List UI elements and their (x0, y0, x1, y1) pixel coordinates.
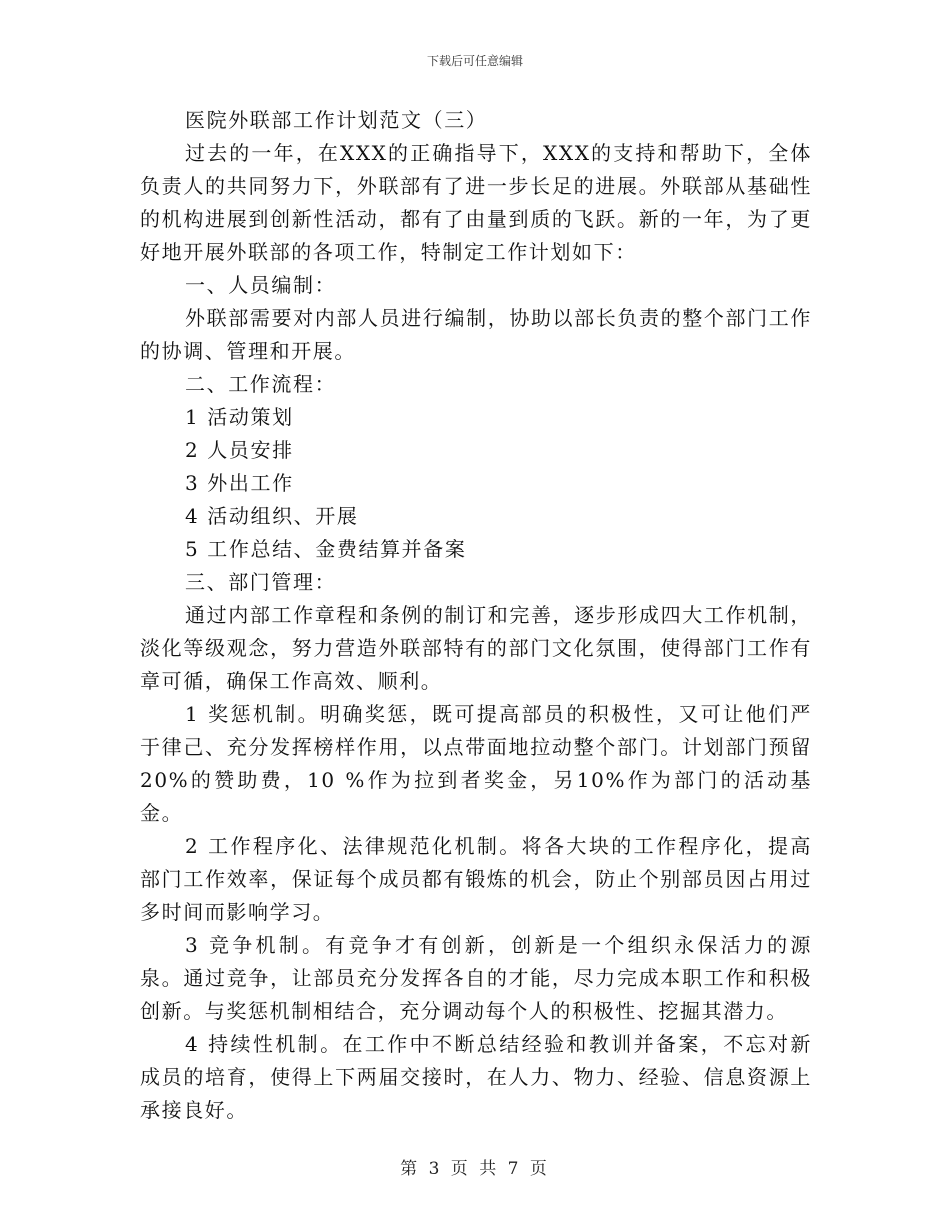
workflow-step-1: 1 活动策划 (185, 405, 294, 429)
paragraph-mechanism-reward: 1 奖惩机制。明确奖惩，既可提高部员的积极性，又可让他们严于律己、充分发挥榜样作用，以点带面地拉动整个部门。计划部门预留20%的赞助费，10 %作为拉到者奖金，另10%作为部门的活动基金。 (140, 702, 812, 825)
paragraph-mechanism-procedure: 2 工作程序化、法律规范化机制。将各大块的工作程序化，提高部门工作效率，保证每个成员都有锻炼的机会，防止个别部员因占用过多时间而影响学习。 (140, 834, 812, 924)
workflow-step-4: 4 活动组织、开展 (185, 504, 359, 528)
workflow-step-3: 3 外出工作 (185, 471, 294, 495)
section-heading-workflow: 二、工作流程： (185, 372, 337, 396)
paragraph-intro: 过去的一年，在XXX的正确指导下，XXX的支持和帮助下，全体负责人的共同努力下，外联部有了进一步长足的进展。外联部从基础性的机构进展到创新性活动，都有了由量到质的飞跃。新的一年，为了更好地开展外联部的各项工作，特制定工作计划如下： (140, 141, 812, 264)
paragraph-mechanism-competition: 3 竞争机制。有竞争才有创新，创新是一个组织永保活力的源泉。通过竞争，让部员充分发挥各自的才能，尽力完成本职工作和积极创新。与奖惩机制相结合，充分调动每个人的积极性、挖掘其潜力。 (140, 933, 812, 1023)
workflow-step-2: 2 人员安排 (185, 438, 294, 462)
page-footer: 第 3 页 共 7 页 (400, 1159, 550, 1179)
paragraph-mechanism-continuity: 4 持续性机制。在工作中不断总结经验和教训并备案，不忘对新成员的培育，使得上下两届交接时，在人力、物力、经验、信息资源上承接良好。 (140, 1032, 812, 1122)
section-heading-staffing: 一、人员编制： (185, 273, 337, 297)
paragraph-staffing: 外联部需要对内部人员进行编制，协助以部长负责的整个部门工作的协调、管理和开展。 (140, 306, 812, 363)
page-header: 下载后可任意编辑 (426, 54, 523, 68)
document-body (140, 104, 812, 1127)
section-heading-management: 三、部门管理： (185, 570, 337, 594)
workflow-step-5: 5 工作总结、金费结算并备案 (185, 537, 467, 561)
paragraph-management: 通过内部工作章程和条例的制订和完善，逐步形成四大工作机制，淡化等级观念，努力营造外联部特有的部门文化氛围，使得部门工作有章可循，确保工作高效、顺利。 (140, 603, 812, 693)
document-title: 医院外联部工作计划范文（三） (185, 108, 488, 132)
